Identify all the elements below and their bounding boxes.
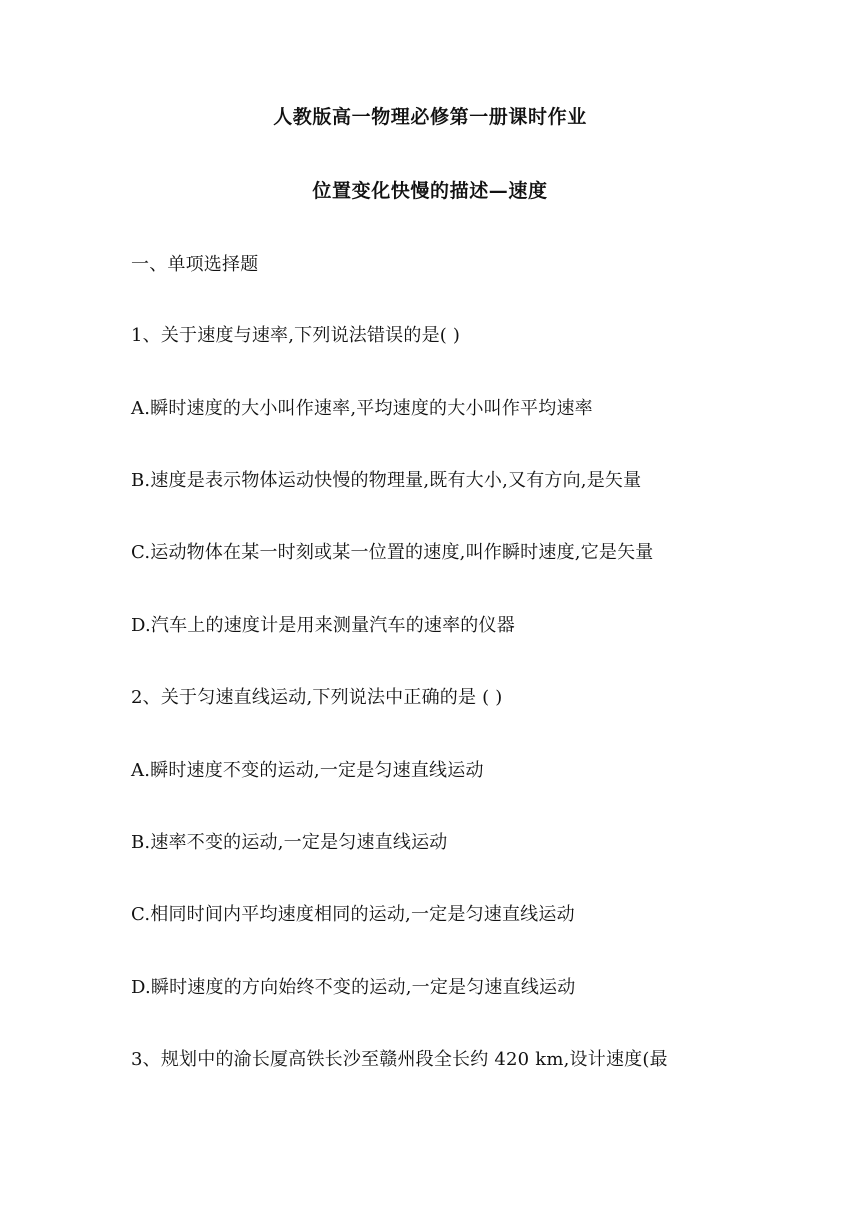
question-1-stem: 1、关于速度与速率,下列说法错误的是( ) [131, 325, 461, 346]
question-3-stem: 3、规划中的渝长厦高铁长沙至赣州段全长约 420 km,设计速度(最 [131, 1049, 668, 1070]
document-title: 人教版高一物理必修第一册课时作业 [273, 106, 587, 128]
document-subtitle: 位置变化快慢的描述—速度 [312, 180, 548, 202]
question-1-option-d: D.汽车上的速度计是用来测量汽车的速率的仪器 [131, 615, 515, 636]
question-1-option-b: B.速度是表示物体运动快慢的物理量,既有大小,又有方向,是矢量 [131, 470, 642, 491]
question-2-option-a: A.瞬时速度不变的运动,一定是匀速直线运动 [131, 760, 484, 781]
question-2-option-b: B.速率不变的运动,一定是匀速直线运动 [131, 832, 448, 853]
question-2-stem: 2、关于匀速直线运动,下列说法中正确的是 ( ) [131, 687, 503, 708]
question-2-option-c: C.相同时间内平均速度相同的运动,一定是匀速直线运动 [131, 904, 575, 925]
question-1-option-c: C.运动物体在某一时刻或某一位置的速度,叫作瞬时速度,它是矢量 [131, 542, 654, 563]
question-1-option-a: A.瞬时速度的大小叫作速率,平均速度的大小叫作平均速率 [131, 398, 593, 419]
section-heading: 一、单项选择题 [131, 254, 259, 275]
question-2-option-d: D.瞬时速度的方向始终不变的运动,一定是匀速直线运动 [131, 977, 576, 998]
